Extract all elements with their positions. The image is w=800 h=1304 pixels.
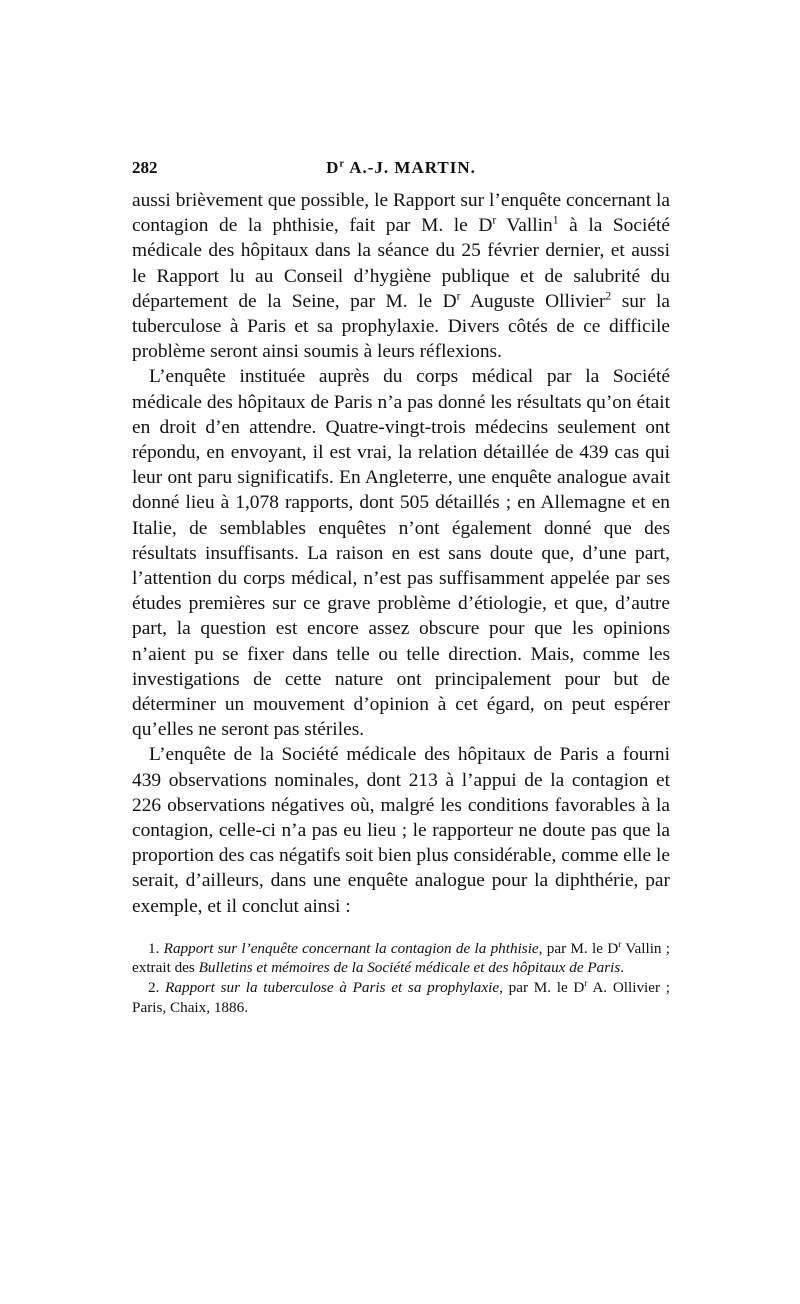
footnote-2: [132, 978, 670, 1017]
superscript-r: r: [618, 938, 622, 949]
superscript-r: r: [339, 158, 345, 170]
superscript-r: r: [492, 213, 497, 227]
footnote-text: , par M. le D: [538, 939, 619, 957]
footnote-text: Vallin ; extrait des: [132, 939, 670, 977]
superscript-r: r: [584, 978, 588, 989]
footnote-source: Bulletins et mémoires de la Société médicale et des hôpitaux de Paris: [198, 959, 621, 977]
paragraph-2: L’enquête instituée auprès du corps médical par la Société médicale des hôpitaux de Paris n’a pas donné les résultats qu’on était en droit d’en attendre. Quatre-vingt-trois médecins seulement ont répondu, en envoyant, il est vrai, la relation détaillée de 439 cas qui leur ont paru significatifs. En Angleterre, une enquête analogue avait donné lieu à 1,078 rapports, dont 505 détaillés ; en Allemagne et en Italie, de semblables enquêtes n’ont également donné que des résultats insuffisants. La raison en est sans doute que, d’une part, l’attention du corps médical, n’est pas suffisamment appelée par ses études premières sur ce grave problème d’étiologie, et que, d’autre part, la question est encore assez obscure pour que les opinions n’aient pu se fixer dans telle ou telle direction. Mais, comme les investigations de cette nature ont principalement pour but de déterminer un mouvement d’opinion à cet égard, on peut espérer qu’elles ne seront pas stériles.: [132, 366, 670, 741]
footnote-title: Rapport sur la tuberculose à Paris et sa prophylaxie: [165, 979, 500, 997]
body-text: [132, 188, 670, 919]
page-number: 282: [132, 158, 158, 177]
paragraph-1: [132, 188, 670, 364]
p1-text-b: Vallin: [496, 215, 553, 237]
footnote-1: [132, 939, 670, 978]
footnote-title: Rapport sur l’enquête concernant la contagion de la phthisie: [163, 939, 539, 957]
paragraph-3: L’enquête de la Société médicale des hôpitaux de Paris a fourni 439 observations nominales, dont 213 à l’appui de la contagion et 226 observations négatives où, malgré les conditions favorables à la contagion, celle-ci n’a pas eu lieu ; le rapporteur ne doute pas que la proportion des cas négatifs soit bien plus considérable, comme elle le serait, d’ailleurs, dans une enquête analogue pour la diphthérie, par exemple, et il conclut ainsi :: [132, 744, 670, 917]
p1-text-a: aussi brièvement que possible, le Rapport sur l’enquête concernant la contagion de la phthisie, fait par M. le D: [132, 190, 670, 237]
running-title-pre: D: [326, 158, 340, 177]
page-header: [132, 158, 670, 188]
superscript-r: r: [456, 289, 461, 303]
footnote-number: 1.: [148, 939, 160, 957]
running-title: [132, 158, 670, 178]
p1-text-d: Auguste Ollivier: [460, 290, 606, 312]
running-title-post: A.-J. MARTIN.: [344, 158, 476, 177]
footnote-ref-1: 1: [552, 213, 559, 227]
footnote-text: A. Ollivier ; Paris, Chaix, 1886.: [132, 979, 670, 1016]
book-page: [132, 158, 670, 1017]
footnote-number: 2.: [148, 979, 160, 997]
p1-text-c: à la Société médicale des hôpitaux dans la séance du 25 février dernier, et aussi le Rapport lu au Conseil d’hygiène publique et de salubrité du département de la Seine, par M. le D: [132, 215, 670, 312]
p1-text-e: sur la tuberculose à Paris et sa prophylaxie. Divers côtés de ce difficile problème seront ainsi soumis à leurs réflexions.: [132, 290, 670, 363]
footnote-ref-2: 2: [605, 289, 612, 303]
footnote-text: .: [620, 959, 625, 977]
footnotes: [132, 939, 670, 1017]
footnote-text: , par M. le D: [499, 979, 585, 997]
